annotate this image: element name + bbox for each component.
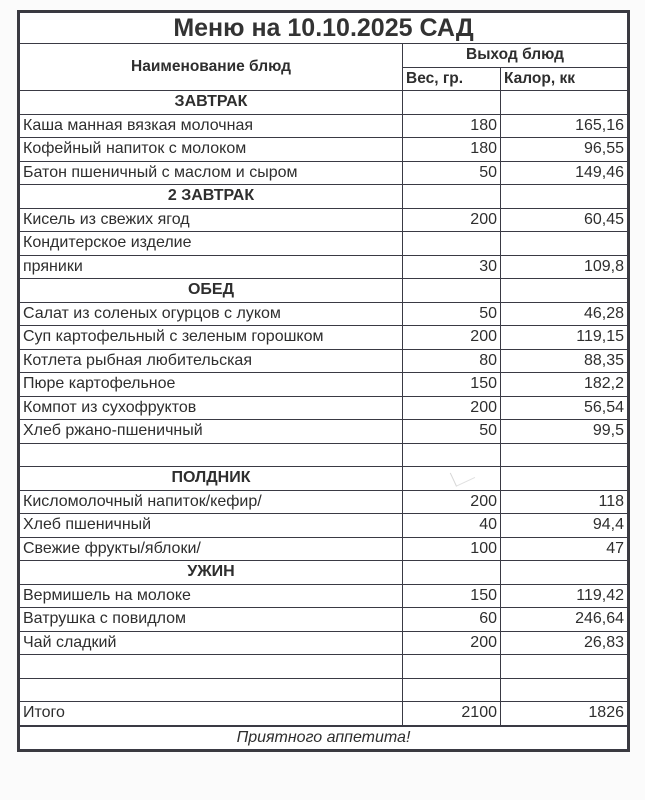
weight-cell <box>403 91 501 115</box>
dish-name-cell <box>20 678 403 702</box>
dish-name-cell: УЖИН <box>20 561 403 585</box>
footer-text: Приятного аппетита! <box>20 726 628 750</box>
dish-name-cell: Свежие фрукты/яблоки/ <box>20 537 403 561</box>
blank-row <box>20 678 628 702</box>
weight-cell <box>403 678 501 702</box>
dish-name-cell: Суп картофельный с зеленым горошком <box>20 326 403 350</box>
weight-column-header: Вес, гр. <box>403 67 501 91</box>
table-row <box>20 232 628 256</box>
weight-cell: 180 <box>403 138 501 162</box>
calories-cell: 109,8 <box>501 255 628 279</box>
page-title: Меню на 10.10.2025 САД <box>20 13 628 44</box>
calories-cell: 88,35 <box>501 349 628 373</box>
weight-cell: 200 <box>403 490 501 514</box>
dish-name-cell: Итого <box>20 702 403 726</box>
weight-cell: 30 <box>403 255 501 279</box>
dish-name-cell: ЗАВТРАК <box>20 91 403 115</box>
total-row <box>20 702 628 726</box>
weight-cell: 80 <box>403 349 501 373</box>
table-row <box>20 608 628 632</box>
calories-cell: 246,64 <box>501 608 628 632</box>
table-row <box>20 420 628 444</box>
blank-row <box>20 443 628 467</box>
weight-cell <box>403 185 501 209</box>
header-row-1 <box>20 44 628 68</box>
calories-cell <box>501 467 628 491</box>
footer-table <box>19 726 628 751</box>
calories-cell: 118 <box>501 490 628 514</box>
weight-cell <box>403 279 501 303</box>
calories-cell: 119,42 <box>501 584 628 608</box>
calories-column-header: Калор, кк <box>501 67 628 91</box>
table-row <box>20 584 628 608</box>
name-column-header: Наименование блюд <box>20 44 403 91</box>
calories-cell: 26,83 <box>501 631 628 655</box>
calories-cell: 165,16 <box>501 114 628 138</box>
weight-cell <box>403 443 501 467</box>
calories-cell <box>501 91 628 115</box>
blank-row <box>20 655 628 679</box>
section-row <box>20 467 628 491</box>
table-row <box>20 326 628 350</box>
table-row <box>20 302 628 326</box>
table-row <box>20 537 628 561</box>
section-row <box>20 185 628 209</box>
weight-cell: 2100 <box>403 702 501 726</box>
weight-cell: 50 <box>403 420 501 444</box>
weight-cell <box>403 561 501 585</box>
calories-cell <box>501 678 628 702</box>
calories-cell <box>501 279 628 303</box>
calories-cell: 96,55 <box>501 138 628 162</box>
table-row <box>20 490 628 514</box>
table-row <box>20 138 628 162</box>
section-row <box>20 91 628 115</box>
table-row <box>20 161 628 185</box>
weight-cell: 100 <box>403 537 501 561</box>
title-row <box>20 13 628 44</box>
calories-cell: 1826 <box>501 702 628 726</box>
footer-row <box>20 726 628 750</box>
dish-name-cell: Вермишель на молоке <box>20 584 403 608</box>
dish-name-cell: Кондитерское изделие <box>20 232 403 256</box>
table-row <box>20 255 628 279</box>
weight-cell: 200 <box>403 326 501 350</box>
dish-name-cell: Пюре картофельное <box>20 373 403 397</box>
dish-name-cell: Котлета рыбная любительская <box>20 349 403 373</box>
calories-cell: 46,28 <box>501 302 628 326</box>
dish-name-cell: 2 ЗАВТРАК <box>20 185 403 209</box>
dish-name-cell: Хлеб ржано-пшеничный <box>20 420 403 444</box>
weight-cell: 150 <box>403 373 501 397</box>
dish-name-cell: Ватрушка с повидлом <box>20 608 403 632</box>
calories-cell: 56,54 <box>501 396 628 420</box>
dish-name-cell: Батон пшеничный с маслом и сыром <box>20 161 403 185</box>
dish-name-cell: Кисель из свежих ягод <box>20 208 403 232</box>
output-group-header: Выход блюд <box>403 44 628 68</box>
calories-cell <box>501 561 628 585</box>
dish-name-cell: пряники <box>20 255 403 279</box>
weight-cell: 150 <box>403 584 501 608</box>
calories-cell <box>501 185 628 209</box>
section-row <box>20 279 628 303</box>
weight-cell: 50 <box>403 302 501 326</box>
dish-name-cell: Чай сладкий <box>20 631 403 655</box>
weight-cell: 40 <box>403 514 501 538</box>
table-row <box>20 208 628 232</box>
calories-cell: 94,4 <box>501 514 628 538</box>
table-row <box>20 631 628 655</box>
calories-cell: 149,46 <box>501 161 628 185</box>
weight-cell: 50 <box>403 161 501 185</box>
table-row <box>20 514 628 538</box>
calories-cell: 119,15 <box>501 326 628 350</box>
dish-name-cell: Компот из сухофруктов <box>20 396 403 420</box>
dish-name-cell <box>20 443 403 467</box>
dish-name-cell: ОБЕД <box>20 279 403 303</box>
weight-cell: 200 <box>403 631 501 655</box>
calories-cell <box>501 443 628 467</box>
calories-cell: 60,45 <box>501 208 628 232</box>
weight-cell <box>403 232 501 256</box>
dish-name-cell: ПОЛДНИК <box>20 467 403 491</box>
dish-name-cell: Салат из соленых огурцов с луком <box>20 302 403 326</box>
calories-cell: 47 <box>501 537 628 561</box>
dish-name-cell <box>20 655 403 679</box>
calories-cell: 99,5 <box>501 420 628 444</box>
table-row <box>20 373 628 397</box>
dish-name-cell: Каша манная вязкая молочная <box>20 114 403 138</box>
weight-cell: 200 <box>403 396 501 420</box>
menu-table <box>19 12 628 726</box>
calories-cell: 182,2 <box>501 373 628 397</box>
weight-cell <box>403 655 501 679</box>
weight-cell: 60 <box>403 608 501 632</box>
calories-cell <box>501 232 628 256</box>
table-row <box>20 114 628 138</box>
menu-sheet <box>17 10 630 752</box>
dish-name-cell: Хлеб пшеничный <box>20 514 403 538</box>
weight-cell: 200 <box>403 208 501 232</box>
table-row <box>20 396 628 420</box>
calories-cell <box>501 655 628 679</box>
dish-name-cell: Кисломолочный напиток/кефир/ <box>20 490 403 514</box>
table-row <box>20 349 628 373</box>
dish-name-cell: Кофейный напиток с молоком <box>20 138 403 162</box>
section-row <box>20 561 628 585</box>
weight-cell: 180 <box>403 114 501 138</box>
